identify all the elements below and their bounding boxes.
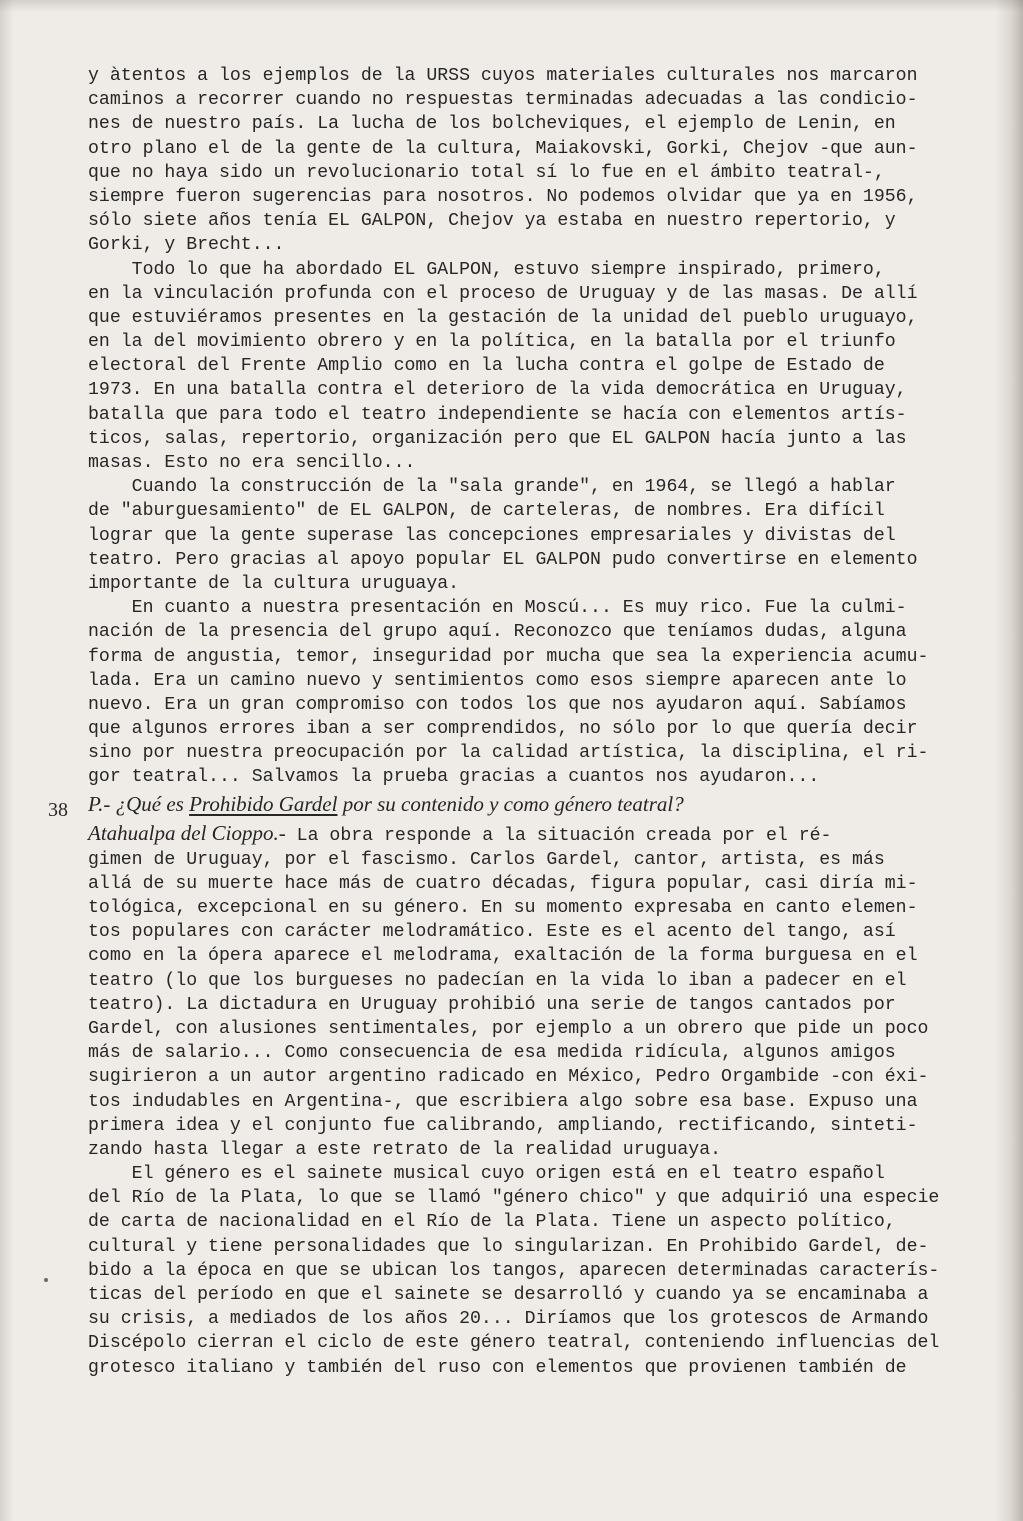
text-line: lada. Era un camino nuevo y sentimientos como esos siempre aparecen ante lo [88,670,907,691]
text-line: en la vinculación profunda con el proceso de Uruguay y de las masas. De allí [88,283,918,304]
text-line: que algunos errores iban a ser comprendidos, no sólo por lo que quería decir [88,719,918,740]
text-line: otro plano el de la gente de la cultura, Maiakovski, Gorki, Chejov -que aun- [88,138,918,159]
text-line: de "aburguesamiento" de EL GALPON, de carteleras, de nombres. Era difícil [88,501,885,522]
text-line: ticas del período en que el sainete se desarrolló y cuando ya se encaminaba a [88,1285,929,1305]
interview-question [88,790,998,819]
text-line: allá de su muerte hace más de cuatro décadas, figura popular, casi diría mi- [88,873,918,894]
text-line: ticos, salas, repertorio, organización pero que EL GALPON hacía junto a las [88,428,907,449]
text-line: grotesco italiano y también del ruso con elementos que provienen también de [88,1357,907,1378]
question-prefix: P.- ¿Qué es [88,791,190,816]
text-line: como en la ópera aparece el melodrama, exaltación de la forma burguesa en el [88,946,918,967]
page-shadow-right [995,0,1023,1521]
text-line: masas. Esto no era sencillo... [88,453,416,473]
text-line: y àtentos a los ejemplos de la URSS cuyos materiales culturales nos marcaron [88,66,918,86]
page-shadow-left [0,0,14,1521]
margin-dot [44,1278,48,1282]
text-line: Todo lo que ha abordado EL GALPON, estuvo siempre inspirado, primero, [88,259,885,280]
body-text [88,64,998,1380]
text-line: nación de la presencia del grupo aquí. Reconozco que teníamos dudas, alguna [88,622,907,643]
answer-speaker: Atahualpa del Cioppo.- [88,820,286,845]
text-line: El género es el sainete musical cuyo origen está en el teatro español [88,1164,885,1185]
text-line: forma de angustia, temor, inseguridad por mucha que sea la experiencia acumu- [88,646,929,667]
page-number: 38 [48,799,68,821]
text-line: tológica, excepcional en su género. En su momento expresaba en canto elemen- [88,898,918,918]
text-line: gimen de Uruguay, por el fascismo. Carlos Gardel, cantor, artista, es más [88,849,885,870]
text-line: lograr que la gente superase las concepciones empresariales y divistas del [88,525,896,546]
text-line: Gorki, y Brecht... [88,235,285,256]
text-line: primera idea y el conjunto fue calibrando, ampliando, rectificando, sinteti- [88,1115,918,1136]
page-shadow-top [0,0,1023,12]
text-line: que no haya sido un revolucionario total sí lo fue en el ámbito teatral-, [88,162,885,183]
text-line: Gardel, con alusiones sentimentales, por ejemplo a un obrero que pide un poco [88,1018,929,1039]
text-line: batalla que para todo el teatro independiente se hacía con elementos artís- [88,404,907,425]
text-line: cultural y tiene personalidades que lo singularizan. En Prohibido Gardel, de- [88,1236,929,1257]
text-line: gor teatral... Salvamos la prueba gracias a cuantos nos ayudaron... [88,767,820,788]
text-line: más de salario... Como consecuencia de esa medida ridícula, algunos amigos [88,1043,896,1064]
text-line: sugirieron a un autor argentino radicado en México, Pedro Orgambide -con éxi- [88,1067,929,1088]
answer-first-text: La obra responde a la situación creada por el ré- [285,825,832,846]
text-line: teatro). La dictadura en Uruguay prohibió una serie de tangos cantados por [88,994,896,1015]
text-line: sino por nuestra preocupación por la calidad artística, la disciplina, el ri- [88,743,929,764]
text-line: en la del movimiento obrero y en la política, en la batalla por el triunfo [88,332,896,353]
text-line: del Río de la Plata, lo que se llamó "género chico" y que adquirió una especie [88,1188,940,1209]
text-line: que estuviéramos presentes en la gestación de la unidad del pueblo uruguayo, [88,307,918,328]
text-line: de carta de nacionalidad en el Río de la Plata. Tiene un aspecto político, [88,1212,896,1233]
text-line: zando hasta llegar a este retrato de la realidad uruguaya. [88,1139,722,1160]
question-suffix: por su contenido y como género teatral? [337,791,684,816]
text-line: sólo siete años tenía EL GALPON, Chejov ya estaba en nuestro repertorio, y [88,211,896,232]
text-line: caminos a recorrer cuando no respuestas terminadas adecuadas a las condicio- [88,90,918,111]
text-line: bido a la época en que se ubican los tangos, aparecen determinadas caracterís- [88,1260,940,1281]
text-line: su crisis, a mediados de los años 20... Diríamos que los grotescos de Armando [88,1309,929,1330]
text-line: siempre fueron sugerencias para nosotros. No podemos olvidar que ya en 1956, [88,186,918,207]
question-title: Prohibido Gardel [189,791,338,816]
answer-first-line [88,819,998,848]
text-line: 1973. En una batalla contra el deterioro de la vida democrática en Uruguay, [88,380,907,401]
text-line: En cuanto a nuestra presentación en Moscú... Es muy rico. Fue la culmi- [88,598,907,619]
text-line: nes de nuestro país. La lucha de los bolcheviques, el ejemplo de Lenin, en [88,114,896,135]
text-line: Discépolo cierran el ciclo de este género teatral, conteniendo influencias del [88,1333,940,1354]
text-line: importante de la cultura uruguaya. [88,573,460,594]
text-line: teatro. Pero gracias al apoyo popular EL GALPON pudo convertirse en elemento [88,549,918,570]
text-line: electoral del Frente Amplio como en la lucha contra el golpe de Estado de [88,356,885,377]
text-line: nuevo. Era un gran compromiso con todos los que nos ayudaron aquí. Sabíamos [88,694,907,715]
text-line: tos populares con carácter melodramático. Este es el acento del tango, así [88,922,896,943]
text-line: tos indudables en Argentina-, que escribiera algo sobre esa base. Expuso una [88,1091,918,1112]
text-line: teatro (lo que los burgueses no padecían en la vida lo iban a padecer en el [88,970,907,991]
text-line: Cuando la construcción de la "sala grande", en 1964, se llegó a hablar [88,477,896,498]
